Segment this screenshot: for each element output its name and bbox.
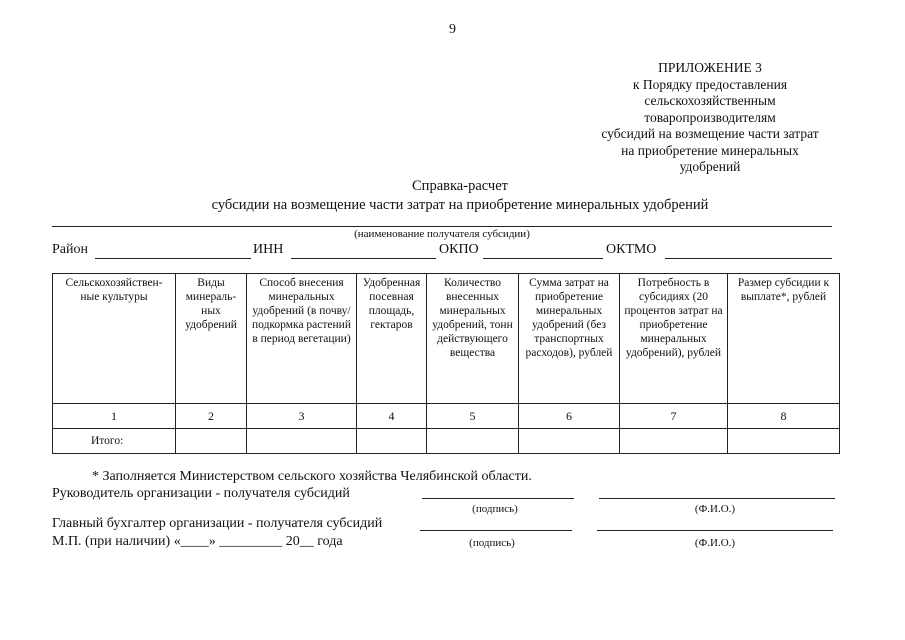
appendix-line: на приобретение минеральных bbox=[621, 142, 799, 158]
total-cell[interactable] bbox=[357, 429, 427, 454]
total-cell[interactable] bbox=[620, 429, 728, 454]
head-name-caption: (Ф.И.О.) bbox=[694, 503, 736, 515]
header-cell: Потребность в субсидиях (20 процентов затрат на приобретение минеральных удобрений), рублей bbox=[620, 274, 728, 404]
okpo-label: ОКПО bbox=[439, 242, 479, 257]
column-number: 4 bbox=[357, 404, 427, 429]
header-cell: Сумма затрат на приобретение минеральных удобрений (без транспортных расходов), рублей bbox=[519, 274, 620, 404]
column-number: 5 bbox=[427, 404, 519, 429]
head-name-line[interactable] bbox=[599, 498, 835, 499]
accountant-signature-line[interactable] bbox=[420, 530, 572, 531]
head-signature-line[interactable] bbox=[422, 498, 574, 499]
appendix-line: сельскохозяйственным bbox=[644, 93, 776, 108]
header-cell: Способ внесения минеральных удобрений (в почву/подкормка растений в период вегетации) bbox=[247, 274, 357, 404]
recipient-name-line bbox=[52, 226, 832, 227]
page-number: 9 bbox=[449, 22, 456, 37]
appendix-line: ПРИЛОЖЕНИЕ 3 bbox=[658, 60, 762, 75]
header-cell: Удобренная посевная площадь, гектаров bbox=[357, 274, 427, 404]
total-label: Итого: bbox=[53, 429, 176, 454]
accountant-signature-label: Главный бухгалтер организации - получателя субсидий bbox=[52, 516, 383, 531]
inn-field[interactable] bbox=[291, 258, 436, 259]
requisites-row bbox=[0, 242, 905, 266]
table-header-row bbox=[53, 274, 840, 404]
accountant-signature-caption: (подпись) bbox=[469, 537, 515, 549]
column-number: 8 bbox=[728, 404, 840, 429]
footnote: * Заполняется Министерством сельского хозяйства Челябинской области. bbox=[92, 469, 532, 484]
appendix-line: субсидий на возмещение части затрат bbox=[601, 126, 819, 141]
column-number: 1 bbox=[53, 404, 176, 429]
accountant-name-caption: (Ф.И.О.) bbox=[694, 537, 736, 549]
total-cell[interactable] bbox=[247, 429, 357, 454]
header-cell: Размер субсидии к выплате*, рублей bbox=[728, 274, 840, 404]
appendix-line: товаропроизводителям bbox=[644, 109, 776, 125]
column-number: 3 bbox=[247, 404, 357, 429]
header-cell: Количество внесенных минеральных удобрений, тонн действующего вещества bbox=[427, 274, 519, 404]
district-field[interactable] bbox=[95, 258, 251, 259]
header-cell: Виды минераль-ных удобрений bbox=[176, 274, 247, 404]
column-number: 6 bbox=[519, 404, 620, 429]
oktmo-label: ОКТМО bbox=[606, 242, 657, 257]
oktmo-field[interactable] bbox=[665, 258, 832, 259]
column-number: 2 bbox=[176, 404, 247, 429]
head-signature-caption: (подпись) bbox=[472, 503, 518, 515]
column-number-row bbox=[53, 404, 840, 429]
calculation-table bbox=[52, 273, 840, 454]
document-subtitle: субсидии на возмещение части затрат на приобретение минеральных удобрений bbox=[211, 197, 709, 213]
appendix-header bbox=[560, 60, 860, 176]
seal-date-line: М.П. (при наличии) «____» _________ 20__ года bbox=[52, 534, 343, 549]
total-cell[interactable] bbox=[519, 429, 620, 454]
header-cell: Сельскохозяйствен-ные культуры bbox=[53, 274, 176, 404]
inn-label: ИНН bbox=[253, 242, 284, 257]
accountant-name-line[interactable] bbox=[597, 530, 833, 531]
okpo-field[interactable] bbox=[483, 258, 603, 259]
appendix-line: удобрений bbox=[679, 159, 741, 174]
head-signature-label: Руководитель организации - получателя субсидий bbox=[52, 486, 350, 501]
column-number: 7 bbox=[620, 404, 728, 429]
total-cell[interactable] bbox=[176, 429, 247, 454]
total-cell[interactable] bbox=[427, 429, 519, 454]
document-title-block bbox=[150, 177, 770, 215]
document-title: Справка-расчет bbox=[412, 178, 508, 194]
total-cell[interactable] bbox=[728, 429, 840, 454]
appendix-line: к Порядку предоставления bbox=[632, 76, 788, 92]
total-row bbox=[53, 429, 840, 454]
recipient-caption: (наименование получателя субсидии) bbox=[354, 228, 530, 240]
district-label: Район bbox=[52, 242, 88, 257]
